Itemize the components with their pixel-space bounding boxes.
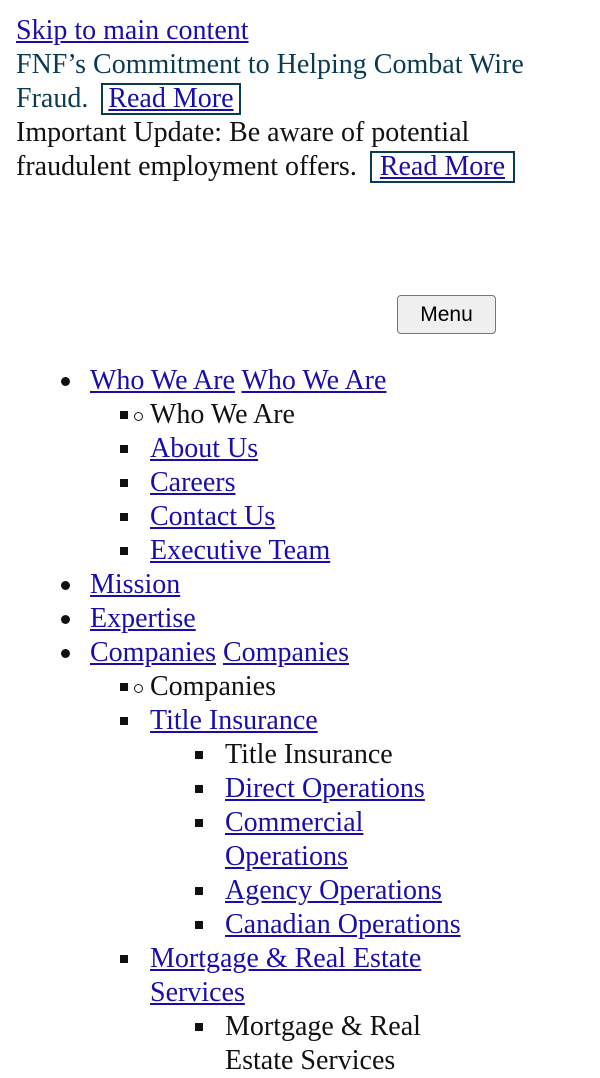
mortgage-real-estate-submenu xyxy=(149,1010,600,1078)
companies-submenu xyxy=(90,670,600,1078)
employment-update-text: Important Update: Be aware of potential fraudulent employment offers. xyxy=(16,117,470,182)
nav-item-about-us xyxy=(150,432,600,466)
nav-list xyxy=(0,364,600,1078)
title-insurance-heading-text: Title Insurance xyxy=(225,739,393,770)
title-insurance-heading xyxy=(225,738,600,772)
nav-item-expertise xyxy=(0,602,600,636)
who-we-are-submenu xyxy=(90,398,600,568)
mortgage-real-estate-heading xyxy=(225,1010,600,1078)
who-we-are-link[interactable]: Who We Are xyxy=(90,365,235,396)
companies-link[interactable]: Companies xyxy=(90,637,216,668)
skip-to-main-content-link[interactable]: Skip to main content xyxy=(16,15,249,46)
title-insurance-submenu xyxy=(149,738,600,942)
companies-toggle[interactable]: Companies xyxy=(223,637,349,668)
nav-item-careers xyxy=(150,466,600,500)
who-we-are-heading xyxy=(150,398,600,432)
mission-link[interactable]: Mission xyxy=(90,569,181,600)
menu-button-container xyxy=(397,295,496,334)
companies-heading xyxy=(150,670,600,704)
employment-update-read-more-link[interactable]: Read More xyxy=(370,151,515,183)
about-us-link[interactable]: About Us xyxy=(150,433,259,464)
executive-team-link[interactable]: Executive Team xyxy=(150,535,331,566)
companies-heading-text: Companies xyxy=(150,671,276,702)
nav-item-title-insurance xyxy=(150,704,600,942)
direct-operations-link[interactable]: Direct Operations xyxy=(225,773,425,804)
who-we-are-heading-text: Who We Are xyxy=(150,399,295,430)
title-insurance-link[interactable]: Title Insurance xyxy=(150,705,318,736)
nav-item-companies xyxy=(0,636,600,1078)
wire-fraud-banner-text: FNF’s Commitment to Helping Combat Wire Fraud. xyxy=(16,49,524,114)
nav-item-contact-us xyxy=(150,500,600,534)
who-we-are-toggle[interactable]: Who We Are xyxy=(241,365,387,396)
companies-submenu-items xyxy=(0,670,600,1078)
nav-item-mission xyxy=(0,568,600,602)
commercial-operations-link[interactable]: Commercial Operations xyxy=(225,807,364,872)
contact-us-link[interactable]: Contact Us xyxy=(150,501,276,532)
who-we-are-submenu-items xyxy=(0,398,600,568)
canadian-operations-link[interactable]: Canadian Operations xyxy=(225,909,461,940)
mortgage-real-estate-heading-text: Mortgage & Real Estate Services xyxy=(225,1011,421,1076)
nav-item-direct-operations xyxy=(225,772,600,806)
page xyxy=(0,0,600,184)
nav-item-mortgage-real-estate xyxy=(150,942,600,1078)
nav-item-executive-team xyxy=(150,534,600,568)
mortgage-real-estate-link[interactable]: Mortgage & Real Estate Services xyxy=(150,943,422,1008)
wire-fraud-read-more-link[interactable]: Read More xyxy=(101,83,240,115)
nav-item-agency-operations xyxy=(225,874,600,908)
nav-item-commercial-operations xyxy=(225,806,600,874)
expertise-link[interactable]: Expertise xyxy=(90,603,196,634)
careers-link[interactable]: Careers xyxy=(150,467,236,498)
wire-fraud-banner xyxy=(16,48,584,116)
who-we-are-submenu-group xyxy=(90,398,600,568)
nav-item-canadian-operations xyxy=(225,908,600,942)
main-navigation xyxy=(0,364,600,1078)
companies-submenu-group xyxy=(90,670,600,1078)
nav-item-who-we-are xyxy=(0,364,600,568)
agency-operations-link[interactable]: Agency Operations xyxy=(225,875,442,906)
menu-button[interactable]: Menu xyxy=(397,295,496,334)
employment-update-banner xyxy=(16,116,584,184)
